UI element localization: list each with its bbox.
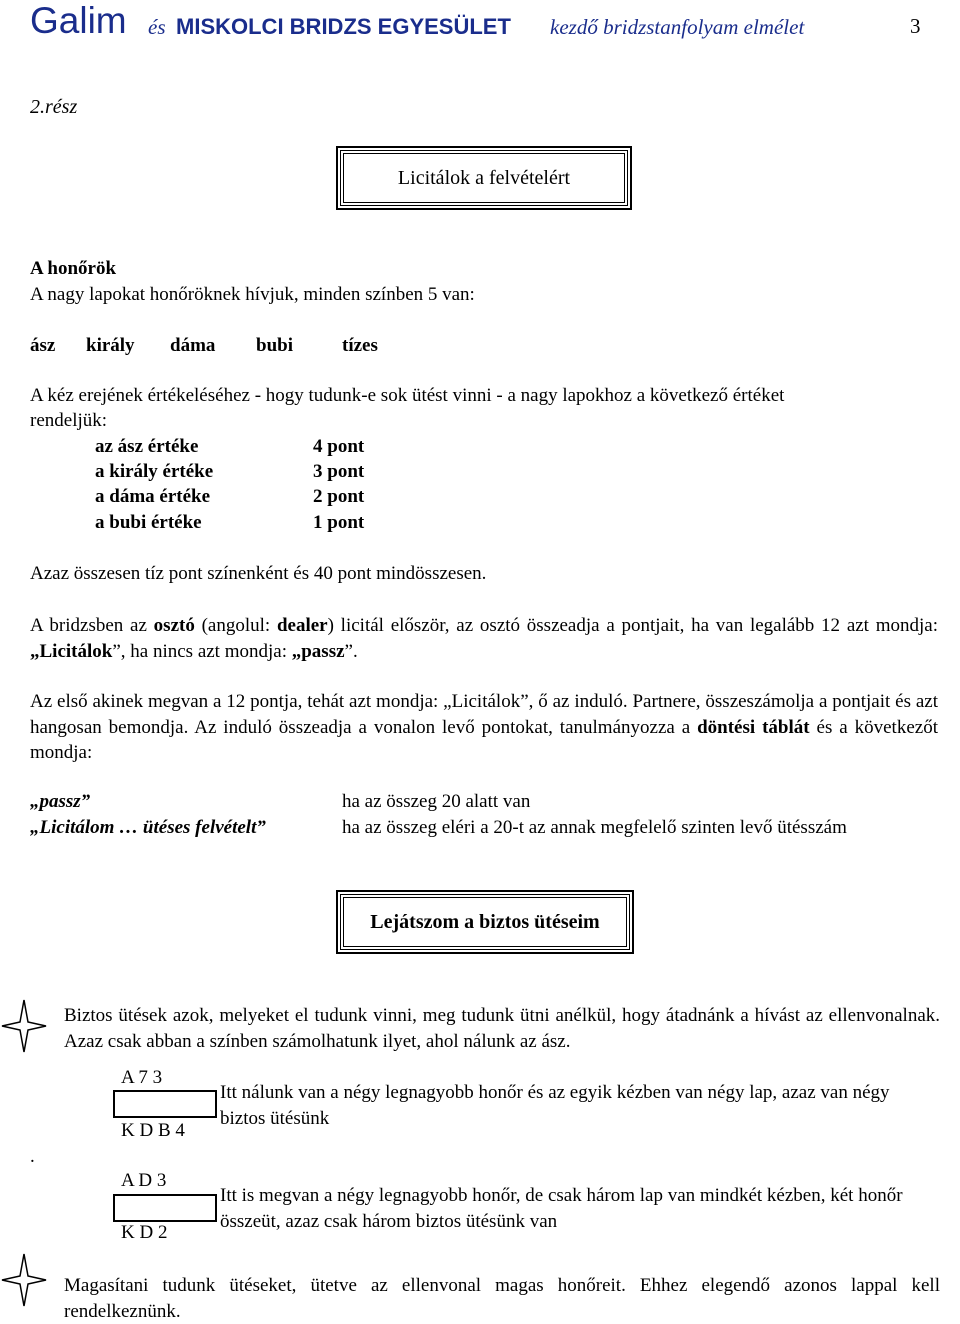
text-run: ”, ha nincs azt mondja: bbox=[112, 640, 292, 662]
text-run: (angolul: bbox=[194, 615, 277, 636]
honor-card: dáma bbox=[170, 335, 216, 356]
star-icon bbox=[0, 998, 48, 1054]
term-dealer-en: dealer bbox=[276, 615, 328, 636]
dealer-paragraph bbox=[30, 613, 938, 664]
honors-intro: A nagy lapokat honőröknek hívjuk, minden színben 5 van: bbox=[30, 284, 475, 305]
card-value-label: a király értéke bbox=[95, 461, 214, 482]
honor-card: király bbox=[86, 335, 135, 356]
club-name: MISKOLCI BRIDZS EGYESÜLET bbox=[176, 14, 511, 39]
card-value-label: az ász értéke bbox=[95, 436, 199, 457]
example-bottom-hand: K D B 4 bbox=[121, 1120, 185, 1141]
total-points-text: Azaz összesen tíz pont színenként és 40 pont mindösszesen. bbox=[30, 563, 487, 584]
evaluation-line: rendeljük: bbox=[30, 410, 108, 431]
final-paragraph: Magasítani tudunk ütéseket, ütetve az ellenvonal magas honőreit. Ehhez elegendő azonos lappal kell rendelkeznünk. bbox=[64, 1275, 940, 1322]
decision-say: „passz” bbox=[30, 791, 91, 812]
star-icon bbox=[0, 1252, 48, 1308]
card-value-points: 2 pont bbox=[313, 486, 365, 507]
example-top-hand: A 7 3 bbox=[121, 1067, 163, 1088]
decision-say: „Licitálom … ütéses felvételt” bbox=[30, 817, 266, 838]
honor-card: bubi bbox=[256, 335, 293, 356]
term-licitalok: „Licitálok bbox=[30, 640, 113, 662]
text-run: és a következőt mondja: bbox=[30, 716, 938, 763]
term-dealer-hu: osztó bbox=[153, 615, 195, 636]
section-title: Licitálok a felvételért bbox=[397, 166, 571, 189]
header-and: és bbox=[148, 15, 166, 39]
honor-card: tízes bbox=[342, 335, 378, 356]
card-value-label: a dáma értéke bbox=[95, 486, 211, 507]
term-decision-table: döntési táblát bbox=[697, 716, 810, 738]
decision-when: ha az összeg eléri a 20-t az annak megfelelő szinten levő ütésszám bbox=[342, 817, 847, 838]
text-run: A bridzsben az bbox=[30, 615, 154, 636]
course-name: kezdő bridzstanfolyam elmélet bbox=[550, 15, 805, 39]
term-passz: „passz bbox=[291, 640, 345, 662]
dot-marker: . bbox=[30, 1146, 35, 1167]
card-value-points: 1 pont bbox=[313, 512, 365, 533]
decision-when: ha az összeg 20 alatt van bbox=[342, 791, 531, 812]
text-run: Az első akinek megvan a 12 pontja, tehát azt mondja: „Licitálok”, ő az induló. Partnere, összeszámolja a pontjait és azt hangosan bemondja. Az induló összeadja a vonalon levő pontokat, tanulmányozza a bbox=[30, 691, 938, 738]
section-title-box bbox=[340, 150, 628, 206]
brand-name: Galim bbox=[30, 0, 127, 41]
opener-paragraph bbox=[30, 689, 938, 766]
part-label: 2.rész bbox=[30, 96, 78, 118]
text-run: ”. bbox=[344, 640, 358, 662]
sure-tricks-paragraph: Biztos ütések azok, melyeket el tudunk vinni, meg tudunk ütni anélkül, hogy átadnánk a hívást az ellenvonalnak. Azaz csak abban a színben számolhatunk ilyet, ahol nálunk az ász. bbox=[64, 1005, 940, 1052]
card-box bbox=[113, 1090, 217, 1118]
example-bottom-hand: K D 2 bbox=[121, 1222, 168, 1243]
page-number: 3 bbox=[910, 14, 921, 38]
card-value-points: 4 pont bbox=[313, 436, 365, 457]
example-top-hand: A D 3 bbox=[121, 1170, 167, 1191]
evaluation-line: A kéz erejének értékeléséhez - hogy tudunk-e sok ütést vinni - a nagy lapokhoz a következő értéket bbox=[30, 385, 785, 406]
card-box bbox=[113, 1194, 217, 1222]
text-run: ) licitál először, az osztó összeadja a pontjait, ha van legalább 12 azt mondja: bbox=[327, 615, 938, 636]
section-title-box bbox=[340, 894, 630, 950]
honors-heading: A honőrök bbox=[30, 258, 117, 279]
example-explanation: Itt nálunk van a négy legnagyobb honőr és az egyik kézben van négy lap, azaz van négy biztos ütésünk bbox=[220, 1082, 890, 1129]
card-value-label: a bubi értéke bbox=[95, 512, 202, 533]
section-title: Lejátszom a biztos ütéseim bbox=[370, 910, 600, 933]
honor-card: ász bbox=[30, 335, 56, 356]
page-header bbox=[30, 0, 930, 46]
card-value-points: 3 pont bbox=[313, 461, 365, 482]
example-explanation: Itt is megvan a négy legnagyobb honőr, de csak három lap van mindkét kézben, két honőr összeüt, azaz csak három biztos ütésünk van bbox=[220, 1185, 903, 1232]
